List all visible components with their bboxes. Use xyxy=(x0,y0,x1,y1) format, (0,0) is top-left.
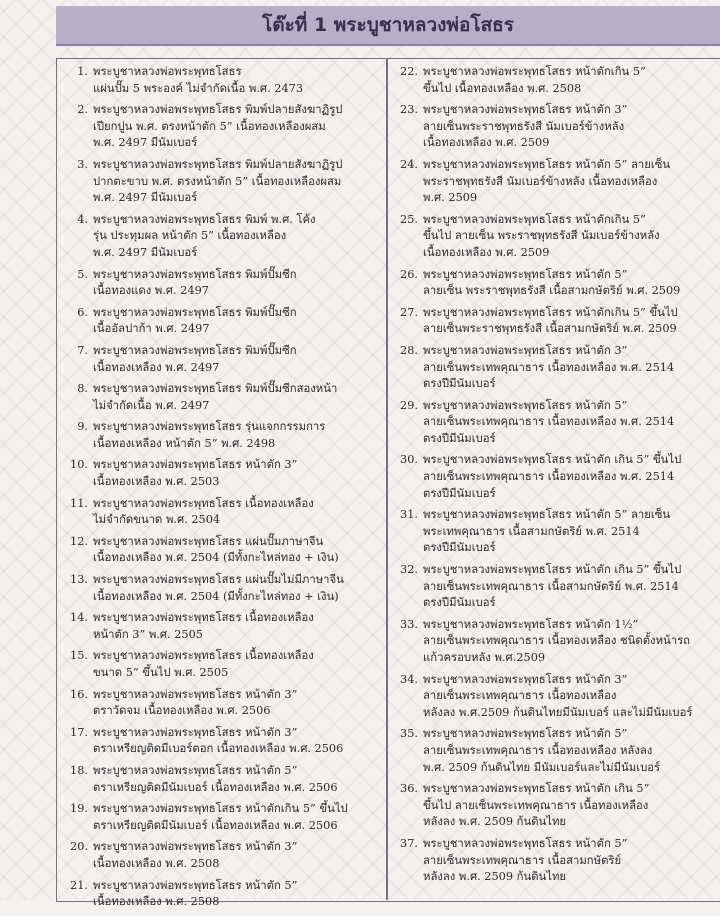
item-description-line: เนื้อทองเหลือง พ.ศ. 2509 xyxy=(423,245,550,259)
item-description-line: ขนาด 5” ขึ้นไป พ.ศ. 2505 xyxy=(93,666,229,679)
item-description xyxy=(93,305,380,338)
item-description-line: พระบูชาหลวงพ่อพระพุทธโสธร เนื้อทองเหลือง xyxy=(93,611,314,625)
item-description-line: ลายเซ็นพระเทพคุณาธาร เนื้อทองเหลือง พ.ศ. 2514 xyxy=(423,360,675,374)
item-description-line: ลายเซ็นพระเทพคุณาธาร เนื้อทองเหลือง หลังลง xyxy=(423,743,653,757)
list-item xyxy=(62,267,380,300)
item-description xyxy=(93,419,380,452)
item-number: 10. xyxy=(70,458,88,472)
item-description-line: ลายเซ็นพระเทพคุณาธาร เนื้อทองเหลือง xyxy=(423,689,617,703)
item-description-line: พระบูชาหลวงพ่อพระพุทธโสธร หน้าตัก 3” xyxy=(93,687,298,701)
item-description-line: เปียกปูน พ.ศ. ตรงหน้าตัก 5” เนื้อทองเหลืองผสม xyxy=(93,119,326,133)
item-description-line: ตรงปีมีนัมเบอร์ xyxy=(423,431,496,445)
list-item xyxy=(62,343,380,376)
item-description-line: เนื้อทองเหลือง พ.ศ. 2508 xyxy=(93,895,220,909)
item-number: 8. xyxy=(77,382,88,396)
item-description-line: ลายเซ็นพระเทพคุณาธาร เนื้อสามกษัตริย์ xyxy=(423,853,622,867)
item-description-line: พ.ศ. 2497 มีนัมเบอร์ xyxy=(93,245,198,259)
list-item xyxy=(62,763,380,796)
item-description-line: พระบูชาหลวงพ่อพระพุทธโสธร รุ่นแจกกรรมการ xyxy=(93,420,326,434)
item-description-line: ตรงปีมีนัมเบอร์ xyxy=(423,486,496,500)
item-description xyxy=(93,839,380,872)
item-description xyxy=(93,687,380,720)
item-description xyxy=(423,102,714,152)
item-description-line: รุ่น ประทุมผล หน้าตัก 5” เนื้อทองเหลือง xyxy=(93,229,287,243)
item-description xyxy=(423,781,714,831)
item-description-line: พระบูชาหลวงพ่อพระพุทธโสธร หน้าตัก 5” xyxy=(423,267,628,281)
right-column xyxy=(392,64,714,891)
item-description-line: เนื้อทองเหลือง หน้าตัก 5” พ.ศ. 2498 xyxy=(93,436,276,450)
item-description xyxy=(93,534,380,567)
item-number: 25. xyxy=(400,212,418,226)
item-number: 37. xyxy=(400,836,418,850)
list-item xyxy=(62,648,380,681)
item-description xyxy=(423,507,714,557)
list-item xyxy=(62,305,380,338)
item-description xyxy=(93,801,380,834)
item-description xyxy=(423,617,714,667)
item-description-line: พระบูชาหลวงพ่อพระพุทธโสธร หน้าตัก 5” xyxy=(423,836,628,850)
item-description-line: ลายเซ็นพระเทพคุณาธาร เนื้อสามกษัตริย์ พ.ศ. 2514 xyxy=(423,579,679,593)
item-description xyxy=(93,381,380,414)
item-description-line: พระบูชาหลวงพ่อพระพุทธโสธร หน้าตัก เกิน 5” ขึ้นไป xyxy=(423,453,682,467)
item-number: 22. xyxy=(400,65,418,78)
item-description xyxy=(423,212,714,262)
page-title: โต๊ะที่ 1 พระบูชาหลวงพ่อโสธร xyxy=(262,14,514,36)
list-item xyxy=(392,267,714,300)
item-number: 35. xyxy=(400,727,418,741)
item-description-line: พระบูชาหลวงพ่อพระพุทธโสธร หน้าตัก เกิน 5” ขึ้นไป xyxy=(423,563,682,577)
item-description-line: พระบูชาหลวงพ่อพระพุทธโสธร หน้าตัก 5” xyxy=(93,763,298,777)
item-description xyxy=(93,725,380,758)
item-number: 14. xyxy=(70,611,88,625)
item-description xyxy=(93,648,380,681)
item-number: 12. xyxy=(70,534,88,548)
list-item xyxy=(392,507,714,557)
item-description-line: ตราเหรียญติดมีนัมเบอร์ เนื้อทองเหลือง พ.ศ. 2506 xyxy=(93,780,338,794)
item-description xyxy=(423,672,714,722)
list-item xyxy=(392,102,714,152)
item-number: 16. xyxy=(70,687,88,701)
item-description xyxy=(93,267,380,300)
item-description-line: พระบูชาหลวงพ่อพระพุทธโสธร พิมพ์ปลายสังฆาฏิรูป xyxy=(93,157,343,171)
item-description xyxy=(423,267,714,300)
item-description-line: หลังลง พ.ศ. 2509 ก้นดินไทย xyxy=(423,870,567,884)
item-description-line: หลังลง พ.ศ. 2509 ก้นดินไทย xyxy=(423,815,567,829)
item-number: 27. xyxy=(400,305,418,319)
item-number: 13. xyxy=(70,573,88,587)
item-description-line: ไม่จำกัดขนาด พ.ศ. 2504 xyxy=(93,513,221,527)
item-number: 4. xyxy=(77,212,88,226)
list-item xyxy=(62,212,380,262)
item-description-line: พระบูชาหลวงพ่อพระพุทธโสธร หน้าตัก 5” ลายเซ็น xyxy=(423,508,671,522)
item-description-line: พระบูชาหลวงพ่อพระพุทธโสธร พิมพ์ปั๊มซีก xyxy=(93,343,297,357)
item-description-line: พระบูชาหลวงพ่อพระพุทธโสธร หน้าตัก 3” xyxy=(93,458,298,472)
item-number: 24. xyxy=(400,157,418,171)
item-description-line: ไม่จำกัดเนื้อ พ.ศ. 2497 xyxy=(93,398,210,412)
item-description-line: พระบูชาหลวงพ่อพระพุทธโสธร หน้าตักเกิน 5” ขึ้นไป xyxy=(93,802,348,816)
item-number: 20. xyxy=(70,840,88,854)
item-number: 5. xyxy=(77,267,88,281)
list-item xyxy=(392,212,714,262)
list-item xyxy=(62,157,380,207)
item-number: 23. xyxy=(400,103,418,117)
item-description-line: พระบูชาหลวงพ่อพระพุทธโสธร หน้าตัก เกิน 5” xyxy=(423,782,650,796)
list-item xyxy=(392,781,714,831)
item-description-line: พระบูชาหลวงพ่อพระพุทธโสธร หน้าตักเกิน 5” xyxy=(423,212,646,226)
item-description-line: เนื้อทองเหลือง พ.ศ. 2504 (มีทั้งกะไหล่ทอง + เงิน) xyxy=(93,551,339,565)
list-item xyxy=(392,672,714,722)
list-item xyxy=(392,617,714,667)
item-number: 26. xyxy=(400,267,418,281)
item-number: 6. xyxy=(77,305,88,319)
item-description-line: ลายเซ็นพระเทพคุณาธาร เนื้อทองเหลือง พ.ศ. 2514 xyxy=(423,470,675,484)
list-item xyxy=(62,534,380,567)
item-description-line: ตราเหรียญติดมีเบอร์ตอก เนื้อทองเหลือง พ.ศ. 2506 xyxy=(93,742,344,756)
item-number: 18. xyxy=(70,763,88,777)
item-description-line: พระบูชาหลวงพ่อพระพุทธโสธร พิมพ์ปั๊มซีก xyxy=(93,267,297,281)
item-number: 1. xyxy=(77,65,88,78)
list-item xyxy=(62,878,380,911)
item-number: 7. xyxy=(77,343,88,357)
item-description-line: หน้าตัก 3” พ.ศ. 2505 xyxy=(93,627,203,641)
item-description-line: ลายเซ็นพระราชพุทธรังสี นัมเบอร์ข้างหลัง xyxy=(423,119,625,133)
item-number: 32. xyxy=(400,563,418,577)
list-item xyxy=(392,452,714,502)
item-description xyxy=(423,64,714,97)
item-description-line: พระบูชาหลวงพ่อพระพุทธโสธร เนื้อทองเหลือง xyxy=(93,496,314,510)
list-item xyxy=(392,398,714,448)
item-description xyxy=(93,457,380,490)
item-description-line: เนื้อทองเหลือง พ.ศ. 2503 xyxy=(93,475,220,489)
list-item xyxy=(62,419,380,452)
item-description-line: พระบูชาหลวงพ่อพระพุทธโสธร xyxy=(93,65,242,78)
item-description xyxy=(423,836,714,886)
item-description-line: ตรงปีมีนัมเบอร์ xyxy=(423,377,496,391)
list-item xyxy=(392,343,714,393)
table-header-banner xyxy=(56,6,720,46)
item-description-line: แผ่นปั๊ม 5 พระองค์ ไม่จำกัดเนื้อ พ.ศ. 2473 xyxy=(93,81,304,95)
list-item xyxy=(62,102,380,152)
item-description-line: ขึ้นไป ลายเซ็น พระราชพุทธรังสี นัมเบอร์ข้างหลัง xyxy=(423,229,660,243)
list-item xyxy=(62,457,380,490)
item-description xyxy=(93,610,380,643)
item-description-line: พระราชพุทธรังสี นัมเบอร์ข้างหลัง เนื้อทองเหลือง xyxy=(423,174,658,188)
item-description xyxy=(423,452,714,502)
item-description xyxy=(93,343,380,376)
list-item xyxy=(62,725,380,758)
item-number: 29. xyxy=(400,398,418,412)
list-item xyxy=(62,64,380,97)
item-description-line: ตราวัดจม เนื้อทองเหลือง พ.ศ. 2506 xyxy=(93,704,271,718)
item-description-line: หลังลง พ.ศ.2509 ก้นดินไทยมีนัมเบอร์ และไม่มีนัมเบอร์ xyxy=(423,705,693,719)
item-description xyxy=(93,157,380,207)
item-description-line: ตรงปีมีนัมเบอร์ xyxy=(423,596,496,610)
item-description xyxy=(93,763,380,796)
item-description-line: พระบูชาหลวงพ่อพระพุทธโสธร พิมพ์ปั๊มซีก xyxy=(93,305,297,319)
list-item xyxy=(392,64,714,97)
item-number: 2. xyxy=(77,103,88,117)
item-description xyxy=(423,398,714,448)
item-description-line: พระบูชาหลวงพ่อพระพุทธโสธร หน้าตักเกิน 5” xyxy=(423,65,646,78)
item-number: 28. xyxy=(400,343,418,357)
list-item xyxy=(392,305,714,338)
list-item xyxy=(62,610,380,643)
item-description-line: ตรงปีมีนัมเบอร์ xyxy=(423,541,496,555)
item-description-line: พระบูชาหลวงพ่อพระพุทธโสธร หน้าตัก 1½” xyxy=(423,617,639,631)
item-description-line: พระบูชาหลวงพ่อพระพุทธโสธร หน้าตัก 5” ลายเซ็น xyxy=(423,157,671,171)
item-description xyxy=(423,157,714,207)
item-number: 21. xyxy=(70,878,88,892)
item-description-line: เนื้อทองเหลือง พ.ศ. 2509 xyxy=(423,136,550,150)
item-description-line: พระบูชาหลวงพ่อพระพุทธโสธร เนื้อทองเหลือง xyxy=(93,649,314,663)
item-description xyxy=(423,726,714,776)
item-description-line: เนื้อทองเหลือง พ.ศ. 2508 xyxy=(93,856,220,870)
item-number: 36. xyxy=(400,782,418,796)
item-description-line: ขึ้นไป เนื้อทองเหลือง พ.ศ. 2508 xyxy=(423,81,582,95)
item-description-line: พระบูชาหลวงพ่อพระพุทธโสธร หน้าตัก 3” xyxy=(423,103,628,117)
item-description-line: พ.ศ. 2509 ก้นดินไทย มีนัมเบอร์และไม่มีนัมเบอร์ xyxy=(423,760,661,774)
left-column xyxy=(62,64,380,916)
item-description-line: ลายเซ็นพระราชพุทธรังสี เนื้อสามกษัตริย์ พ.ศ. 2509 xyxy=(423,322,677,336)
item-description xyxy=(423,562,714,612)
list-item xyxy=(392,562,714,612)
item-description xyxy=(93,212,380,262)
item-description-line: ตราเหรียญติดมีนัมเบอร์ เนื้อทองเหลือง พ.ศ. 2506 xyxy=(93,818,338,832)
item-description-line: พระบูชาหลวงพ่อพระพุทธโสธร แผ่นปั๊มไม่มีภาษาจีน xyxy=(93,573,344,587)
list-item xyxy=(392,836,714,886)
item-description xyxy=(93,102,380,152)
item-number: 9. xyxy=(77,420,88,434)
item-description-line: พระบูชาหลวงพ่อพระพุทธโสธร หน้าตัก 3” xyxy=(423,672,628,686)
list-item xyxy=(62,839,380,872)
item-description-line: พระบูชาหลวงพ่อพระพุทธโสธร หน้าตัก 3” xyxy=(93,840,298,854)
item-description-line: พ.ศ. 2497 มีนัมเบอร์ xyxy=(93,191,198,205)
list-item xyxy=(392,157,714,207)
item-description-line: พระบูชาหลวงพ่อพระพุทธโสธร แผ่นปั๊มภาษาจีน xyxy=(93,534,324,548)
item-description-line: พ.ศ. 2509 xyxy=(423,191,478,205)
item-description-line: พระบูชาหลวงพ่อพระพุทธโสธร หน้าตัก 5” xyxy=(93,878,298,892)
item-description-line: พระบูชาหลวงพ่อพระพุทธโสธร หน้าตักเกิน 5” ขึ้นไป xyxy=(423,305,678,319)
item-description xyxy=(423,305,714,338)
item-description-line: พระบูชาหลวงพ่อพระพุทธโสธร หน้าตัก 5” xyxy=(423,398,628,412)
item-description xyxy=(93,572,380,605)
item-description-line: พระบูชาหลวงพ่อพระพุทธโสธร พิมพ์ปลายสังฆาฏิรูป xyxy=(93,103,343,117)
item-description-line: พระบูชาหลวงพ่อพระพุทธโสธร หน้าตัก 5” xyxy=(423,727,628,741)
item-description-line: เนื้อทองเหลือง พ.ศ. 2497 xyxy=(93,360,220,374)
list-item xyxy=(62,496,380,529)
item-number: 34. xyxy=(400,672,418,686)
list-item xyxy=(62,801,380,834)
item-description xyxy=(93,64,380,97)
list-item xyxy=(62,572,380,605)
item-description-line: ลายเซ็นพระเทพคุณาธาร เนื้อทองเหลือง พ.ศ. 2514 xyxy=(423,415,675,429)
list-item xyxy=(62,381,380,414)
item-number: 33. xyxy=(400,617,418,631)
item-description xyxy=(93,878,380,911)
list-item xyxy=(62,687,380,720)
item-description-line: แก้วครอบหลัง พ.ศ.2509 xyxy=(423,651,546,664)
item-description-line: ขึ้นไป ลายเซ็นพระเทพคุณาธาร เนื้อทองเหลือง xyxy=(423,798,649,812)
item-number: 19. xyxy=(70,802,88,816)
item-description-line: เนื้ออัลปาก้า พ.ศ. 2497 xyxy=(93,322,210,336)
item-description xyxy=(423,343,714,393)
item-description-line: ลายเซ็น พระราชพุทธรังสี เนื้อสามกษัตริย์ พ.ศ. 2509 xyxy=(423,284,681,298)
item-number: 30. xyxy=(400,453,418,467)
item-description-line: เนื้อทองแดง พ.ศ. 2497 xyxy=(93,284,209,298)
item-number: 31. xyxy=(400,508,418,522)
item-description-line: ลายเซ็นพระเทพคุณาธาร เนื้อทองเหลือง ชนิดตั้งหน้ารถ xyxy=(423,634,690,648)
item-number: 11. xyxy=(70,496,88,510)
item-description-line: พระเทพคุณาธาร เนื้อสามกษัตริย์ พ.ศ. 2514 xyxy=(423,524,640,538)
item-number: 3. xyxy=(77,157,88,171)
item-number: 15. xyxy=(70,649,88,663)
item-description xyxy=(93,496,380,529)
item-number: 17. xyxy=(70,725,88,739)
list-item xyxy=(392,726,714,776)
item-description-line: พระบูชาหลวงพ่อพระพุทธโสธร พิมพ์ พ.ศ. โค้ง xyxy=(93,212,316,226)
item-description-line: พระบูชาหลวงพ่อพระพุทธโสธร หน้าตัก 3” xyxy=(93,725,298,739)
item-description-line: ปากตะขาบ พ.ศ. ตรงหน้าตัก 5” เนื้อทองเหลืองผสม xyxy=(93,174,342,188)
column-divider xyxy=(386,58,388,900)
item-description-line: เนื้อทองเหลือง พ.ศ. 2504 (มีทั้งกะไหล่ทอง + เงิน) xyxy=(93,589,339,603)
item-description-line: พระบูชาหลวงพ่อพระพุทธโสธร หน้าตัก 3” xyxy=(423,343,628,357)
item-description-line: พระบูชาหลวงพ่อพระพุทธโสธร พิมพ์ปั๊มซีกสองหน้า xyxy=(93,382,338,396)
item-description-line: พ.ศ. 2497 มีนัมเบอร์ xyxy=(93,136,198,150)
